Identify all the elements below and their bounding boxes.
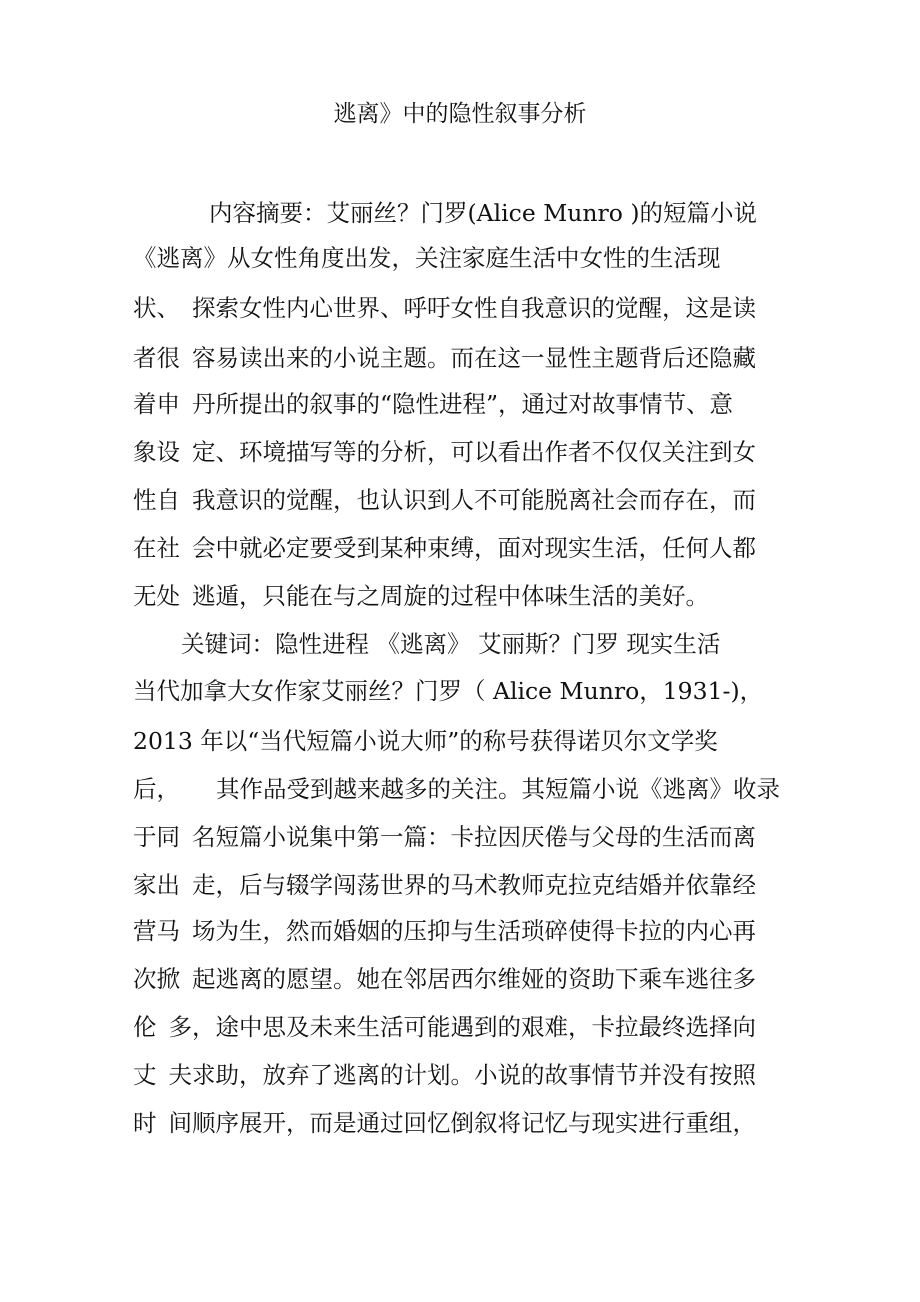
- body-line: 家出 走，后与辍学闯荡世界的马术教师克拉克结婚并依靠经: [133, 871, 756, 899]
- abstract-line: 状、 探索女性内心世界、呼吁女性自我意识的觉醒，这是读: [133, 294, 756, 322]
- abstract-line: 着申 丹所提出的叙事的“隐性进程”，通过对故事情节、意: [133, 390, 734, 418]
- abstract-line: 在社 会中就必定要受到某种束缚，面对现实生活，任何人都: [133, 534, 756, 562]
- body-line: 时 间顺序展开，而是通过回忆倒叙将记忆与现实进行重组，: [133, 1109, 756, 1137]
- document-title: 逃离》中的隐性叙事分析: [333, 101, 587, 127]
- abstract-line: 《逃离》从女性角度出发，关注家庭生活中女性的生活现: [133, 244, 721, 272]
- abstract-line: 内容摘要：艾丽丝？门罗(Alice Munro )的短篇小说: [209, 199, 758, 227]
- body-line: 当代加拿大女作家艾丽丝？门罗（ Alice Munro，1931-)，: [133, 677, 764, 705]
- body-line: 营马 场为生，然而婚姻的压抑与生活琐碎使得卡拉的内心再: [133, 917, 756, 945]
- keywords-line: 关键词：隐性进程 《逃离》 艾丽斯？门罗 现实生活: [181, 630, 721, 658]
- body-line: 次掀 起逃离的愿望。她在邻居西尔维娅的资助下乘车逃往多: [133, 965, 756, 993]
- body-line: 2013 年以“当代短篇小说大师”的称号获得诺贝尔文学奖: [133, 727, 718, 755]
- abstract-line: 者很 容易读出来的小说主题。而在这一显性主题背后还隐藏: [133, 344, 756, 372]
- body-line: 后， 其作品受到越来越多的关注。其短篇小说《逃离》收录: [133, 775, 780, 803]
- body-line: 丈 夫求助，放弃了逃离的计划。小说的故事情节并没有按照: [133, 1061, 756, 1089]
- abstract-line: 无处 逃遁，只能在与之周旋的过程中体味生活的美好。: [133, 582, 709, 610]
- body-line: 伦 多，途中思及未来生活可能遇到的艰难，卡拉最终选择向: [133, 1013, 756, 1041]
- abstract-line: 象设 定、环境描写等的分析，可以看出作者不仅仅关注到女: [133, 438, 756, 466]
- abstract-line: 性自 我意识的觉醒，也认识到人不可能脱离社会而存在，而: [133, 486, 756, 514]
- body-line: 于同 名短篇小说集中第一篇：卡拉因厌倦与父母的生活而离: [133, 823, 756, 851]
